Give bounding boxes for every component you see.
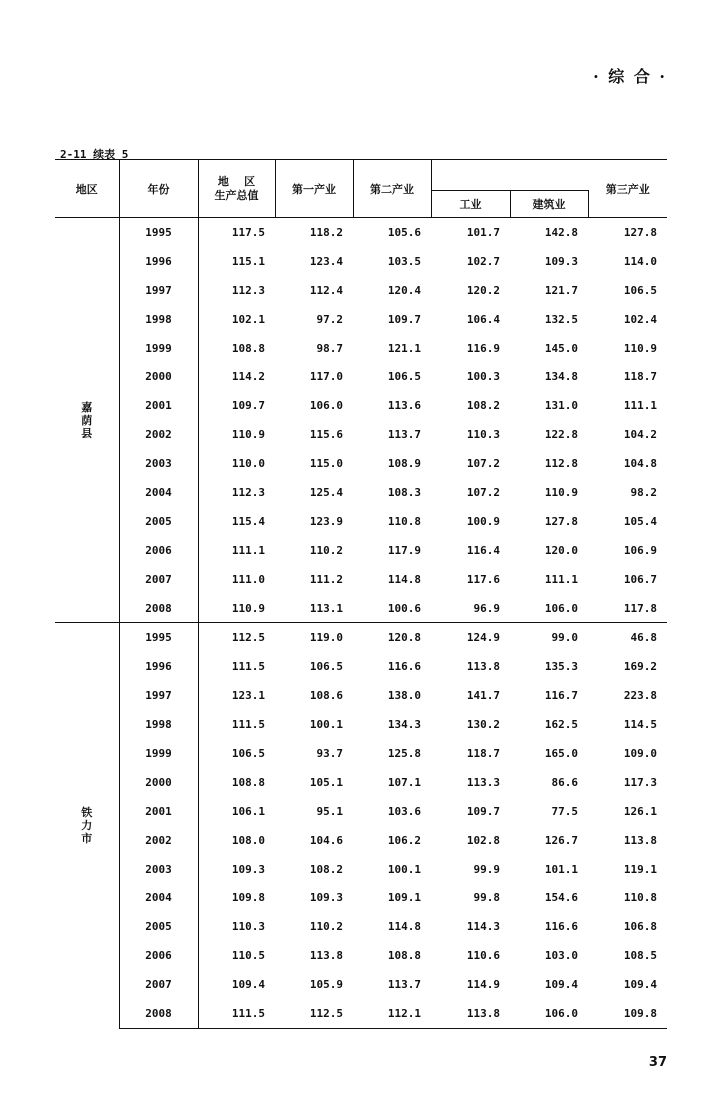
value-cell: 108.5 xyxy=(623,949,657,963)
value-cell: 110.3 xyxy=(466,428,500,442)
value-cell: 110.9 xyxy=(231,428,265,442)
value-cell: 103.0 xyxy=(544,949,578,963)
value-cell: 102.7 xyxy=(466,254,500,268)
table-body xyxy=(55,218,667,1029)
value-cell: 135.3 xyxy=(544,660,578,674)
table-row xyxy=(55,855,667,884)
value-cell: 120.2 xyxy=(466,283,500,297)
table-row xyxy=(55,478,667,507)
table-row xyxy=(55,247,667,276)
value-cell: 113.8 xyxy=(623,833,657,847)
value-cell: 106.1 xyxy=(231,804,265,818)
value-cell: 106.0 xyxy=(309,399,343,413)
value-cell: 106.0 xyxy=(544,601,578,615)
value-cell: 103.5 xyxy=(387,254,421,268)
value-cell: 110.2 xyxy=(309,543,343,557)
header-region: 地区 xyxy=(55,160,119,218)
value-cell: 105.6 xyxy=(353,218,431,247)
year-cell: 2000 xyxy=(119,768,198,797)
value-cell: 116.4 xyxy=(466,543,500,557)
value-cell: 113.8 xyxy=(466,660,500,674)
value-cell: 119.0 xyxy=(275,623,353,652)
year-cell: 1998 xyxy=(119,710,198,739)
value-cell: 115.1 xyxy=(231,254,265,268)
value-cell: 105.1 xyxy=(309,775,343,789)
value-cell: 100.9 xyxy=(466,514,500,528)
value-cell: 108.8 xyxy=(387,949,421,963)
header-industry: 工业 xyxy=(431,191,510,218)
year-cell: 1995 xyxy=(119,623,198,652)
value-cell: 112.5 xyxy=(198,623,275,652)
statistics-table xyxy=(55,159,667,1029)
year-cell: 2001 xyxy=(119,391,198,420)
value-cell: 77.5 xyxy=(551,804,578,818)
year-cell: 2004 xyxy=(119,478,198,507)
table-row xyxy=(55,797,667,826)
value-cell: 109.1 xyxy=(387,891,421,905)
value-cell: 98.7 xyxy=(316,341,343,355)
region-cell xyxy=(55,623,119,1028)
value-cell: 117.9 xyxy=(387,543,421,557)
year-cell: 2002 xyxy=(119,826,198,855)
value-cell: 111.2 xyxy=(309,572,343,586)
year-cell: 2005 xyxy=(119,507,198,536)
value-cell: 113.1 xyxy=(309,601,343,615)
value-cell: 110.8 xyxy=(387,514,421,528)
value-cell: 109.4 xyxy=(623,978,657,992)
table-row xyxy=(55,449,667,478)
value-cell: 101.1 xyxy=(544,862,578,876)
value-cell: 108.2 xyxy=(466,399,500,413)
value-cell: 141.7 xyxy=(466,689,500,703)
value-cell: 125.4 xyxy=(309,485,343,499)
header-gdp-line1: 地 区 xyxy=(217,174,256,188)
value-cell: 104.2 xyxy=(623,428,657,442)
value-cell: 108.9 xyxy=(387,457,421,471)
table-row xyxy=(55,710,667,739)
year-cell: 2007 xyxy=(119,565,198,594)
table-row xyxy=(55,883,667,912)
value-cell: 108.3 xyxy=(387,485,421,499)
value-cell: 107.1 xyxy=(387,775,421,789)
value-cell: 109.7 xyxy=(466,804,500,818)
table-row xyxy=(55,999,667,1028)
header-gdp-line2: 生产总值 xyxy=(214,188,259,202)
year-cell: 1995 xyxy=(119,218,198,247)
value-cell: 154.6 xyxy=(544,891,578,905)
table-row xyxy=(55,941,667,970)
year-cell: 1996 xyxy=(119,652,198,681)
value-cell: 109.3 xyxy=(544,254,578,268)
value-cell: 100.6 xyxy=(387,601,421,615)
value-cell: 109.4 xyxy=(544,978,578,992)
header-tertiary: 第三产业 xyxy=(588,160,667,218)
table-row xyxy=(55,305,667,334)
value-cell: 108.0 xyxy=(231,833,265,847)
value-cell: 123.4 xyxy=(309,254,343,268)
year-cell: 2007 xyxy=(119,970,198,999)
value-cell: 118.7 xyxy=(623,370,657,384)
value-cell: 126.1 xyxy=(623,804,657,818)
value-cell: 108.6 xyxy=(309,689,343,703)
value-cell: 111.1 xyxy=(544,572,578,586)
value-cell: 111.1 xyxy=(623,399,657,413)
value-cell: 117.5 xyxy=(198,218,275,247)
value-cell: 111.5 xyxy=(231,660,265,674)
value-cell: 105.4 xyxy=(623,514,657,528)
value-cell: 138.0 xyxy=(387,689,421,703)
year-cell: 2000 xyxy=(119,362,198,391)
year-cell: 2006 xyxy=(119,536,198,565)
table-row xyxy=(55,970,667,999)
value-cell: 114.8 xyxy=(387,920,421,934)
value-cell: 114.9 xyxy=(466,978,500,992)
value-cell: 109.7 xyxy=(231,399,265,413)
value-cell: 111.5 xyxy=(198,999,275,1028)
value-cell: 110.2 xyxy=(309,920,343,934)
value-cell: 120.0 xyxy=(544,543,578,557)
value-cell: 120.8 xyxy=(353,623,431,652)
value-cell: 123.1 xyxy=(231,689,265,703)
value-cell: 101.7 xyxy=(431,218,510,247)
value-cell: 120.4 xyxy=(387,283,421,297)
year-cell: 2006 xyxy=(119,941,198,970)
value-cell: 115.4 xyxy=(231,514,265,528)
header-secondary: 第二产业 xyxy=(353,160,431,218)
value-cell: 97.2 xyxy=(316,312,343,326)
value-cell: 165.0 xyxy=(544,746,578,760)
value-cell: 115.6 xyxy=(309,428,343,442)
value-cell: 107.2 xyxy=(466,485,500,499)
value-cell: 110.8 xyxy=(623,891,657,905)
value-cell: 145.0 xyxy=(544,341,578,355)
value-cell: 103.6 xyxy=(387,804,421,818)
header-year: 年份 xyxy=(119,160,198,218)
year-cell: 2003 xyxy=(119,855,198,884)
table-row xyxy=(55,826,667,855)
value-cell: 112.8 xyxy=(544,457,578,471)
value-cell: 106.0 xyxy=(510,999,588,1028)
value-cell: 123.9 xyxy=(309,514,343,528)
value-cell: 124.9 xyxy=(431,623,510,652)
value-cell: 109.0 xyxy=(623,746,657,760)
value-cell: 109.3 xyxy=(309,891,343,905)
value-cell: 223.8 xyxy=(623,689,657,703)
table-row xyxy=(55,536,667,565)
year-cell: 1998 xyxy=(119,305,198,334)
table-row xyxy=(55,391,667,420)
value-cell: 132.5 xyxy=(544,312,578,326)
value-cell: 126.7 xyxy=(544,833,578,847)
value-cell: 110.6 xyxy=(466,949,500,963)
table-row xyxy=(55,565,667,594)
value-cell: 106.9 xyxy=(623,543,657,557)
table-label: 2-11 续表 5 xyxy=(60,148,129,161)
value-cell: 108.8 xyxy=(231,341,265,355)
value-cell: 113.8 xyxy=(431,999,510,1028)
value-cell: 96.9 xyxy=(473,601,500,615)
value-cell: 127.8 xyxy=(544,514,578,528)
value-cell: 106.5 xyxy=(309,660,343,674)
table-row xyxy=(55,681,667,710)
table-row xyxy=(55,739,667,768)
table-row xyxy=(55,912,667,941)
value-cell: 46.8 xyxy=(588,623,667,652)
value-cell: 118.7 xyxy=(466,746,500,760)
value-cell: 112.3 xyxy=(231,485,265,499)
table-row xyxy=(55,362,667,391)
value-cell: 114.8 xyxy=(387,572,421,586)
value-cell: 109.3 xyxy=(231,862,265,876)
value-cell: 104.6 xyxy=(309,833,343,847)
value-cell: 111.5 xyxy=(231,718,265,732)
year-cell: 2005 xyxy=(119,912,198,941)
value-cell: 162.5 xyxy=(544,718,578,732)
value-cell: 114.0 xyxy=(623,254,657,268)
value-cell: 121.7 xyxy=(544,283,578,297)
value-cell: 169.2 xyxy=(623,660,657,674)
value-cell: 114.5 xyxy=(623,718,657,732)
year-cell: 1999 xyxy=(119,334,198,363)
value-cell: 119.1 xyxy=(623,862,657,876)
value-cell: 106.5 xyxy=(623,283,657,297)
value-cell: 100.3 xyxy=(466,370,500,384)
value-cell: 113.7 xyxy=(387,428,421,442)
year-cell: 2003 xyxy=(119,449,198,478)
value-cell: 112.3 xyxy=(231,283,265,297)
value-cell: 117.0 xyxy=(309,370,343,384)
region-cell xyxy=(55,218,119,623)
value-cell: 125.8 xyxy=(387,746,421,760)
value-cell: 117.8 xyxy=(623,601,657,615)
value-cell: 110.9 xyxy=(231,601,265,615)
value-cell: 110.3 xyxy=(231,920,265,934)
table-row xyxy=(55,507,667,536)
year-cell: 1997 xyxy=(119,276,198,305)
table-row xyxy=(55,652,667,681)
value-cell: 115.0 xyxy=(309,457,343,471)
value-cell: 95.1 xyxy=(316,804,343,818)
value-cell: 116.6 xyxy=(544,920,578,934)
value-cell: 100.1 xyxy=(309,718,343,732)
value-cell: 112.4 xyxy=(309,283,343,297)
value-cell: 113.8 xyxy=(309,949,343,963)
table-row xyxy=(55,276,667,305)
year-cell: 2008 xyxy=(119,999,198,1028)
value-cell: 116.6 xyxy=(387,660,421,674)
table-row xyxy=(55,420,667,449)
value-cell: 134.3 xyxy=(387,718,421,732)
value-cell: 102.1 xyxy=(231,312,265,326)
year-cell: 1996 xyxy=(119,247,198,276)
header-primary: 第一产业 xyxy=(275,160,353,218)
header-secondary-group-spacer xyxy=(431,160,588,191)
value-cell: 93.7 xyxy=(316,746,343,760)
value-cell: 113.3 xyxy=(466,775,500,789)
value-cell: 110.0 xyxy=(231,457,265,471)
value-cell: 113.7 xyxy=(387,978,421,992)
value-cell: 109.8 xyxy=(588,999,667,1028)
value-cell: 142.8 xyxy=(510,218,588,247)
value-cell: 110.9 xyxy=(544,485,578,499)
value-cell: 106.5 xyxy=(387,370,421,384)
value-cell: 117.3 xyxy=(623,775,657,789)
value-cell: 111.0 xyxy=(231,572,265,586)
value-cell: 116.9 xyxy=(466,341,500,355)
table-row xyxy=(55,623,667,652)
value-cell: 106.4 xyxy=(466,312,500,326)
value-cell: 106.5 xyxy=(231,746,265,760)
value-cell: 104.8 xyxy=(623,457,657,471)
value-cell: 110.9 xyxy=(623,341,657,355)
value-cell: 127.8 xyxy=(588,218,667,247)
value-cell: 117.6 xyxy=(466,572,500,586)
value-cell: 110.5 xyxy=(231,949,265,963)
value-cell: 100.1 xyxy=(387,862,421,876)
region-name: 嘉荫县 xyxy=(81,400,93,440)
value-cell: 108.8 xyxy=(231,775,265,789)
value-cell: 99.9 xyxy=(473,862,500,876)
page-number: 37 xyxy=(648,1055,667,1070)
header-gdp xyxy=(198,160,275,218)
section-title: · 综 合 · xyxy=(593,67,667,86)
value-cell: 99.8 xyxy=(473,891,500,905)
value-cell: 107.2 xyxy=(466,457,500,471)
table-row xyxy=(55,594,667,623)
value-cell: 98.2 xyxy=(630,485,657,499)
value-cell: 131.0 xyxy=(544,399,578,413)
header-construction: 建筑业 xyxy=(510,191,588,218)
value-cell: 114.3 xyxy=(466,920,500,934)
value-cell: 106.7 xyxy=(623,572,657,586)
value-cell: 109.8 xyxy=(231,891,265,905)
year-cell: 1999 xyxy=(119,739,198,768)
region-name: 铁力市 xyxy=(81,806,93,846)
year-cell: 2004 xyxy=(119,883,198,912)
value-cell: 134.8 xyxy=(544,370,578,384)
value-cell: 102.4 xyxy=(623,312,657,326)
value-cell: 121.1 xyxy=(387,341,421,355)
table-row xyxy=(55,334,667,363)
year-cell: 2001 xyxy=(119,797,198,826)
value-cell: 130.2 xyxy=(466,718,500,732)
table-row xyxy=(55,218,667,247)
value-cell: 102.8 xyxy=(466,833,500,847)
value-cell: 106.2 xyxy=(387,833,421,847)
value-cell: 105.9 xyxy=(309,978,343,992)
value-cell: 114.2 xyxy=(231,370,265,384)
value-cell: 113.6 xyxy=(387,399,421,413)
value-cell: 109.7 xyxy=(387,312,421,326)
value-cell: 109.4 xyxy=(231,978,265,992)
value-cell: 112.1 xyxy=(353,999,431,1028)
value-cell: 118.2 xyxy=(275,218,353,247)
value-cell: 122.8 xyxy=(544,428,578,442)
value-cell: 108.2 xyxy=(309,862,343,876)
year-cell: 2008 xyxy=(119,594,198,623)
value-cell: 111.1 xyxy=(231,543,265,557)
value-cell: 86.6 xyxy=(551,775,578,789)
value-cell: 116.7 xyxy=(544,689,578,703)
value-cell: 99.0 xyxy=(510,623,588,652)
year-cell: 1997 xyxy=(119,681,198,710)
year-cell: 2002 xyxy=(119,420,198,449)
value-cell: 112.5 xyxy=(275,999,353,1028)
table-row xyxy=(55,768,667,797)
value-cell: 106.8 xyxy=(623,920,657,934)
